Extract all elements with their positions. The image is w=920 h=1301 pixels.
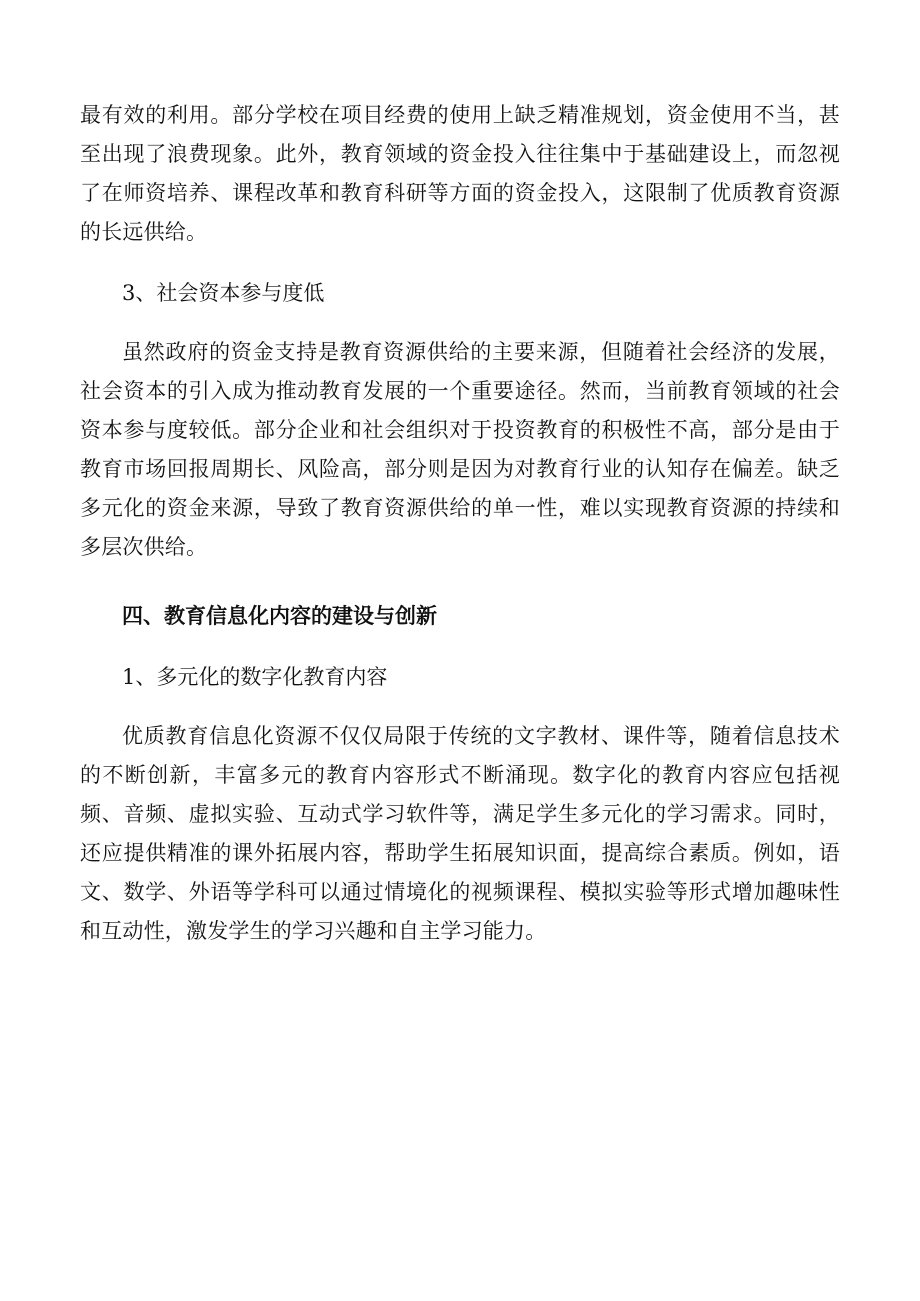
document-body (80, 96, 840, 951)
subheading-social-capital: 3、社会资本参与度低 (122, 281, 325, 305)
paragraph-funding-use: 最有效的利用。部分学校在项目经费的使用上缺乏精准规划，资金使用不当，甚至出现了浪费现象。此外，教育领域的资金投入往往集中于基础建设上，而忽视了在师资培养、课程改革和教育科研等方面的资金投入，这限制了优质教育资源的长远供给。 (80, 103, 840, 244)
subheading-digital-content: 1、多元化的数字化教育内容 (122, 665, 388, 689)
section-heading-informatization: 四、教育信息化内容的建设与创新 (122, 604, 437, 628)
paragraph-social-capital: 虽然政府的资金支持是教育资源供给的主要来源，但随着社会经济的发展，社会资本的引入成为推动教育发展的一个重要途径。然而，当前教育领域的社会资本参与度较低。部分企业和社会组织对于投资教育的积极性不高，部分是由于教育市场回报周期长、风险高，部分则是因为对教育行业的认知存在偏差。缺乏多元化的资金来源，导致了教育资源供给的单一性，难以实现教育资源的持续和多层次供给。 (80, 340, 840, 559)
paragraph-digital-content: 优质教育信息化资源不仅仅局限于传统的文字教材、课件等，随着信息技术的不断创新，丰富多元的教育内容形式不断涌现。数字化的教育内容应包括视频、音频、虚拟实验、互动式学习软件等，满足学生多元化的学习需求。同时，还应提供精准的课外拓展内容，帮助学生拓展知识面，提高综合素质。例如，语文、数学、外语等学科可以通过情境化的视频课程、模拟实验等形式增加趣味性和互动性，激发学生的学习兴趣和自主学习能力。 (80, 724, 840, 943)
